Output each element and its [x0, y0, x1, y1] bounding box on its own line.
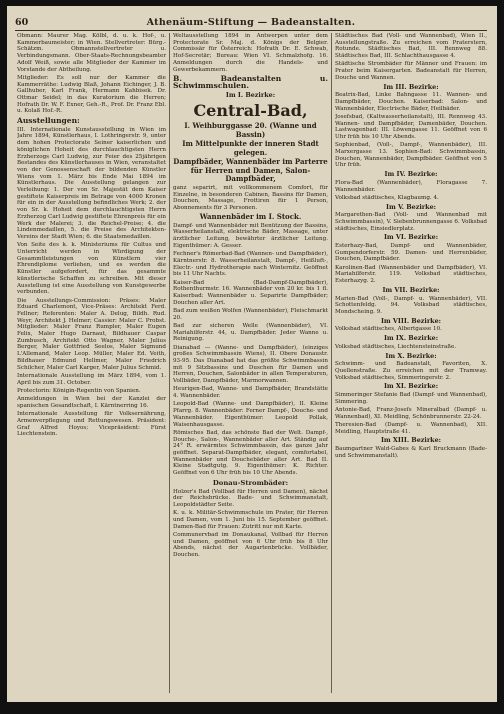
entry-paragraph: Heurigen-Bad, Wanne- und Dampfbäder, Brandstätte 4. Wannenbäder. — [173, 386, 328, 400]
entry-paragraph: Margarethen-Bad (Voll- und Wannenbad mit Schwimmbassin), V. Siebenbrunnengasse 6. Volksbad städtisches, Einsiedlerplatz. — [335, 212, 487, 232]
advert-line: Wannenbäder im I. Stock. — [199, 212, 302, 222]
entry-paragraph: Esterhazy-Bad, Dampf- und Wannenbäder, Gumpendorferstr. 59. Damen- und Herrenbäder, Douchen, Dampfbäder. — [335, 243, 487, 263]
entry-paragraph: Internationale Ausstellung im März 1894, vom 1. April bis zum 31. October. — [17, 372, 166, 386]
district-heading: Im VI. Bezirke: — [383, 233, 439, 242]
entry-paragraph: Sophienbad, (Voll-, Dampf-, Wannenbäder), III. Marxergasse 13. Sophien-Bad: Schwimmbassin, Douchen, Wannenbäder, Dampfbäder. Geöffnet von 5 Uhr früh. — [335, 142, 487, 169]
entry-paragraph: Baumgartner Wald-Gabes & Karl Bruckmann (Bade- und Schwimmanstalt). — [335, 446, 487, 459]
advert-line: I. Weihburggasse 20. (Wanne und Bassin) — [184, 121, 317, 139]
entry-paragraph: Die Ausstellungs-Commission: Präses: Maler Eduard Charlemont, Vice-Präses: Architekt Ferd. Fellner; Referenten: Maler A. Delug, Bildh. Rud. Weyr, Architekt J. Helmer; Cassier: Maler C. Probst. Mitglieder: Maler Franz Rumpler, Maler Eugen Felix, Maler Hugo Darnaut, Bildhauer Caspar Zumbusch, Architekt Otto Wagner, Maler Julius Berger, Maler Gottfried Seelos, Maler Sigmund L'Allemand, Maler Leop. Müller, Maler Ed. Veith, Bildhauer Edmund Hellmer, Maler Friedrich Schilcher, Maler Carl Karger, Maler Julius Schmid. — [17, 297, 166, 371]
district-heading: Im XI. Bezirke: — [383, 382, 439, 391]
directory-page — [7, 6, 497, 702]
entry-paragraph: Communervbad im Donaukanal, Vollbad für Herren und Damen, geöffnet von 6 Uhr früh bis 8 Uhr Abends, nächst der Augartenbrücke. Vollbäder, Douchen. — [173, 531, 328, 559]
column-divider — [331, 33, 332, 693]
entry-paragraph: Simmeringer Stefanie Bad (Dampf- und Wannenbad), Simmering. — [335, 392, 487, 405]
section-heading: B. Badeanstalten u. Schwimmschulen. — [173, 74, 328, 90]
entry-paragraph: Mitglieder: Es soll nur der Kammer die Kammerräthe: Ludwig Blaß, Johann Eichinger, J. B. Gallhuber, Karl Frank, Hermann Kahbisek. Dr. Ottmar Seidel; in das Kuratorium die Herren; Hofrath Dr. W. F. Exner, Geh.-R., Prof. Dr. Franz Ebl. u. Kolaß Hof.-R. — [17, 74, 166, 115]
entry-paragraph: Protectorin: Königin-Regentin von Spanien. — [17, 387, 141, 394]
section-heading: Ausstellungen: — [17, 116, 80, 126]
column-left — [17, 33, 166, 695]
district-heading: Im IX. Bezirke: — [383, 334, 439, 343]
district-heading: Im VII. Bezirke: — [382, 285, 440, 294]
entry-paragraph: Von Seite des k. k. Ministeriums für Cultus und Unterricht werden in Würdigung der Gesammtleistungen von Künstlern vier Ehrendiplome verliehen, und es werden die Künstler aufgefordert, für das gesammte künstlerische Schaffen zu schreiben. Mit dieser Ausstellung ist eine Ausstellung von Kunstgewerbe verbunden. — [17, 242, 166, 296]
advert-title: Central-Bad, — [193, 101, 308, 121]
entry-paragraph: Städtische Strombäder für Männer und Frauen: im Prater beim Kaisergarten. Badeanstalt für Herren, Douche und Wannen. — [335, 61, 487, 81]
entry-paragraph: Theresien-Bad (Dampf- u. Wannenbad), XII. Meidling, Hauptstraße 41. — [335, 422, 487, 435]
page-number: 60 — [15, 16, 29, 28]
district-heading: Im IV. Bezirke: — [384, 170, 438, 179]
entry-paragraph: K. u. k. Militär-Schwimmschule im Prater, für Herren und Damen, vom 1. Juni bis 15. September geöffnet. Damen-Bad für Frauen: Zutritt nur mit Karte. — [173, 510, 328, 530]
entry-paragraph: Holzer's Bad (Vollbad für Herren und Damen), nächst der Reichsbrücke. Bade- und Schwimmanstalt, Leopoldstädter Seite. — [173, 488, 328, 508]
entry-paragraph: Fechner's Römerbad-Bad (Wannen- und Dampfbäder), Kärntnerstr. 8. Wasserheilanstalt, Dampf-, Heißluft-, Electr.- und Hydrotherapie nach Winternitz. Geöffnet bis 11 Uhr Nachts. — [173, 251, 328, 278]
entry-paragraph: Volksbad städtisches, Albertgasse 10. — [335, 326, 442, 333]
entry-paragraph: Flora-Bad (Wannenbäder), Floragasse 7. Wannenbäder. — [335, 179, 487, 193]
district-heading: Im XIII. Bezirke: — [380, 436, 442, 445]
entry-paragraph: Weltausstellung 1894 in Antwerpen unter dem Protectorate Sr. Maj. d. Königs der Belgier. Commissär für Österreich: Hofrath Dr. E. Schwab, Hof-Secretär; Bureau: Wien VI. Schmalzhofg. 16. Anmeldungen durch die Handels- und Gewerbekammern. — [173, 33, 328, 73]
district-heading: Im III. Bezirke: — [383, 82, 439, 91]
district-heading: Im I. Bezirke: — [225, 90, 276, 99]
district-heading: Im X. Bezirke: — [385, 351, 437, 360]
entry-paragraph: ganz separirt, mit vollkommenem Comfort, für Einzelne, in besonderen Cabinen, Bassins für Damen, Douchen, Massage, Frottiren für 1 Person, Abonnements für 3 Personen. — [173, 184, 328, 211]
entry-paragraph: Karolinen-Bad (Wannenbäder und Dampfbäder), VI. Mariahilferstr. 119. Volksbad städtisches, Esterhazyg. 2. — [335, 264, 487, 285]
district-heading: Im VIII. Bezirke: — [380, 316, 442, 325]
entry-paragraph: Dampf- und Wannenbäder mit Benützung der Bassins, Wasserheilanstalt, elektrische Bäder, Massage, unter ärztlicher Leitung, bewährter ärztlicher Leitung. Eigenthümer: A. Gesser. — [173, 222, 328, 249]
entry-paragraph: Anmeldungen in Wien bei der Kanzlei der spanischen Gesandtschaft, I. Kärntnerring 16. — [17, 396, 166, 409]
entry-paragraph: Josefsbad, (Kaltwasserheilanstalt), III. Rennweg 43. Wannen- und Dampfbäder, Damenbäder, Douchen. Lastwagenbad: III. Löwengasse 11. Geöffnet von 6 Uhr früh bis 10 Uhr Abends. — [335, 113, 487, 141]
district-heading: Im V. Bezirke: — [385, 202, 436, 211]
column-right — [335, 33, 487, 695]
entry-paragraph: Internationale Ausstellung für Volksernährung, Armenverpflegung und Rettungswesen. Präsident: Graf Alfred Hoyos; Vicepräsident: Fürst Liechtenstein. — [17, 411, 166, 438]
entry-paragraph: Obmann: Maurer Mag. Kölbl, d. u. k. Hof-, u. Kammerbaumeister; in Wien. Stellvertreter: Bürg.-Schätzm. Obmannstellvertreter u. Verbindungsmann. Ober-Staats-Rechnungsbeamter Adolf Weiß, sowie alle Mitglieder der Kammer im Vorstande der Abtheilung. — [17, 33, 166, 73]
entry-paragraph: Antonie-Bad, Franz-Josefs Mineralbad (Dampf- u. Wannenbad), XI. Meidling, Schönbrunnerstr. 22-24. — [335, 407, 487, 420]
entry-paragraph: Städtisches Bad (Voll- und Wannenbad), Wien II., Ausstellungstraße. Zu erreichen vom Praterstern, Rotunde. Städtisches Bad, III. Rennweg 88. Städtisches Bad, III. Schlachthausgasse 4. — [335, 33, 487, 60]
entry-paragraph: Volksbad städtisches, Klagbaumg. 4. — [335, 194, 439, 201]
page-title: Athenäum-Stiftung — Badeanstalten. — [146, 16, 356, 28]
advert-line: Im Mittelpunkte der inneren Stadt gelegen. — [182, 139, 319, 157]
advert-line: Dampfbäder, Wannenbäder im Parterre für Herren und Damen, Salon-Dampfbäder, — [173, 157, 328, 184]
column-divider — [169, 33, 170, 693]
entry-paragraph: Bad zur sicheren Welle (Wannenbäder), VI. Mariahilferstr. 44, u. Dampfbäder. Jeder Wanne u. Reinigung. — [173, 322, 328, 343]
entry-paragraph: Volksbad städtisches, Liechtensteinstraße. — [335, 343, 457, 350]
entry-paragraph: Kaiser-Bad (Bad-Dampf-Dampfbäder), Rothenthurmstr. 16. Wannenbäder von 20 kr. bis 1 fl. Kaiserbad: Wannenbäder u. Separirte Dampfbäder; Douchen aller Art. — [173, 279, 328, 306]
entry-paragraph: III. Internationale Kunstausstellung in Wien im Jahre 1894, Künstlerhaus, I. Lothringerstr. 9, unter dem hohen Protectorate Seiner kaiserlichen und königlichen Hoheit des durchlauchtigsten Herrn Erzherzogs Carl Ludwig, zur Feier des 25jährigen Bestandes des Künstlerhauses in Wien, veranstaltet von der Genossenschaft der bildenden Künstler Wiens vom 1. März bis Ende Mai 1894 im Künstlerhaus. Die Ausstellung gelangen zur Verleihung: 1. Der von Sr. Majestät dem Kaiser gestiftete Kaiserpreis im Betrage von 4000 Kronen für ein in der Ausstellung befindliches Werk; 2. der von Sr. k. Hoheit dem durchlauchtigsten Herrn Erzherzog Carl Ludwig gestiftete Ehrenpreis für ein Werk der Malerei; 3. die Reichel-Preise; 4. die Lindenmedaillen, 5. die Preise des Architekten-Vereins der Stadt Wien; 6. die Staatsmedaillen. — [17, 126, 166, 240]
entry-paragraph: Dianabad — (Wanne- und Dampfbäder), (einziges großes Schwimmbassin Wiens), II. Obere Donaustr. 93-95. Das Dianabad hat das größte Schwimmbassin mit 9 Sitzbassins und Duschen für Damen und Herren, Douchen, Salonbäder in allen Temperaturen, Vollbäder, Dampfbäder, Marmorwannen. — [173, 344, 328, 385]
entry-paragraph: Römisches Bad, das schönste Bad der Welt. Dampf-, Douche-, Salon-, Wannenbäder aller Art. Ständig auf 24° R. erwärmtes Schwimmbassin, das ganze Jahr geöffnet. Separat-Dampfbäder, elegant, comfortabel, Wannenbäder und Douchebäder aller Art. Bad II. Kleine Stadtgutg. 9. Eigenthümer: K. Richter. Geöffnet von 6 Uhr früh bis 10 Uhr Abends. — [173, 429, 328, 477]
entry-paragraph: Leopold-Bad (Wanne- und Dampfbäder), II. Kleine Pfarrg. 8. Wannenbäder: Ferner Dampf-, Douche- und Wannenbäder. Eigenthümer: Leopold Pollak, Waisenhausgasse. — [173, 401, 328, 428]
entry-paragraph: Schwimm- und Badeanstalt, Favoriten, X. Quellenstraße. Zu erreichen mit der Tramway. Volksbad städtisches, Simmeringerstr. 2. — [335, 361, 487, 381]
entry-paragraph: Marien-Bad (Voll-, Dampf- u. Wannenbäder), VII. Schottenfeldg. 94. Volksbad städtisches, Mondscheing. 9. — [335, 295, 487, 315]
column-middle — [173, 33, 328, 695]
entry-paragraph: Beatrix-Bad, Linke Bahngasse 11. Wannen- und Dampfbäder, Douchen. Kaiserbad: Salon- und Wannenbäder, Electrische Bäder, Heilbäder. — [335, 92, 487, 112]
subsection-heading: Donau-Strombäder: — [212, 478, 289, 487]
page-header — [15, 14, 487, 31]
entry-paragraph: Bad zum weißen Wolfen (Wannenbäder), Fleischmarkt 20. — [173, 307, 328, 321]
